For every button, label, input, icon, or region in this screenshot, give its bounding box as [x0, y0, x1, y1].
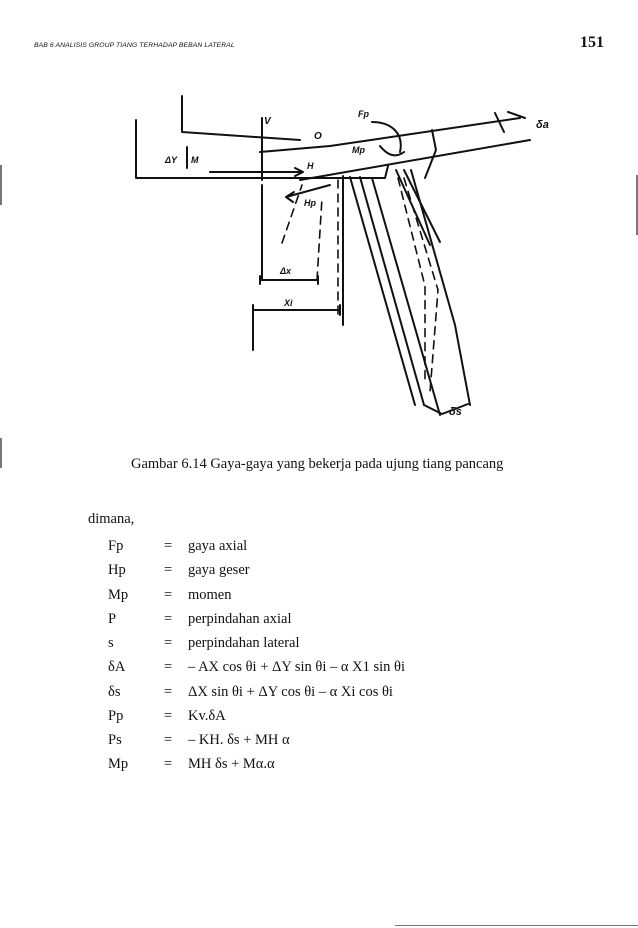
definition-symbol: δA: [108, 659, 126, 675]
definition-value: MH δs + Mα.α: [188, 756, 275, 772]
equals-sign: =: [164, 538, 173, 554]
equals-sign: =: [164, 562, 173, 578]
definition-symbol: Mp: [108, 587, 129, 603]
definition-symbol: s: [108, 635, 114, 651]
label-fp: Fp: [358, 109, 369, 119]
equals-sign: =: [164, 732, 173, 748]
dx-dimension: [260, 276, 318, 284]
intro-text: dimana,: [88, 511, 135, 527]
definition-value: perpindahan lateral: [188, 635, 300, 651]
equals-sign: =: [164, 635, 173, 651]
definition-value: perpindahan axial: [188, 611, 292, 627]
definition-symbol: δs: [108, 684, 121, 700]
figure-caption: Gambar 6.14 Gaya-gaya yang bekerja pada ujung tiang pancang: [131, 456, 504, 472]
label-delta-x: Δx: [280, 266, 292, 276]
equals-sign: =: [164, 708, 173, 724]
equals-sign: =: [164, 659, 173, 675]
definition-value: – AX cos θi + ΔY sin θi – α X1 sin θi: [188, 659, 405, 675]
definition-symbol: Pp: [108, 708, 124, 724]
pile-line-4: [372, 178, 440, 415]
label-delta-a: δa: [536, 119, 549, 131]
figure-pile-forces: [0, 0, 638, 440]
definition-symbol: Hp: [108, 562, 126, 578]
definition-symbol: Mp: [108, 756, 129, 772]
arrow-h: [210, 168, 303, 176]
dashed-pile-2: [404, 178, 438, 392]
label-delta-s: δs: [449, 406, 462, 418]
label-v: V: [264, 116, 271, 127]
dash-cap: [425, 130, 436, 178]
label-h: H: [307, 161, 314, 171]
label-delta-y: ΔY: [165, 155, 178, 165]
label-o: O: [314, 131, 322, 142]
equals-sign: =: [164, 684, 173, 700]
equals-sign: =: [164, 587, 173, 603]
scan-edge-mark: [0, 165, 2, 205]
top-bracket: [182, 96, 300, 140]
definition-symbol: P: [108, 611, 117, 627]
definition-value: gaya geser: [188, 562, 250, 578]
xi-dimension: [253, 305, 340, 315]
definition-symbol: Fp: [108, 538, 124, 554]
label-mp: Mp: [352, 145, 365, 155]
displaced-cap: [260, 118, 520, 152]
definition-value: ΔX sin θi + ΔY cos θi – α Xi cos θi: [188, 684, 393, 700]
label-xi: Xi: [284, 298, 293, 308]
definition-value: Kv.δA: [188, 708, 226, 724]
pile-diagram: [0, 0, 638, 440]
equals-sign: =: [164, 611, 173, 627]
equals-sign: =: [164, 756, 173, 772]
dashed-axis-2: [317, 198, 322, 280]
page-number: 151: [580, 34, 604, 51]
running-head: BAB 6 ANALISIS GROUP TIANG TERHADAP BEBAN LATERAL: [34, 42, 235, 49]
definition-value: – KH. δs + MH α: [188, 732, 290, 748]
label-hp: Hp: [304, 198, 316, 208]
scan-edge-mark: [0, 438, 2, 468]
delta-a-lines: [495, 112, 525, 132]
scan-bottom-line: [395, 925, 638, 926]
definition-symbol: Ps: [108, 732, 122, 748]
definition-value: momen: [188, 587, 232, 603]
label-m: M: [191, 155, 199, 165]
pile-line-7: [411, 170, 470, 405]
definition-value: gaya axial: [188, 538, 248, 554]
